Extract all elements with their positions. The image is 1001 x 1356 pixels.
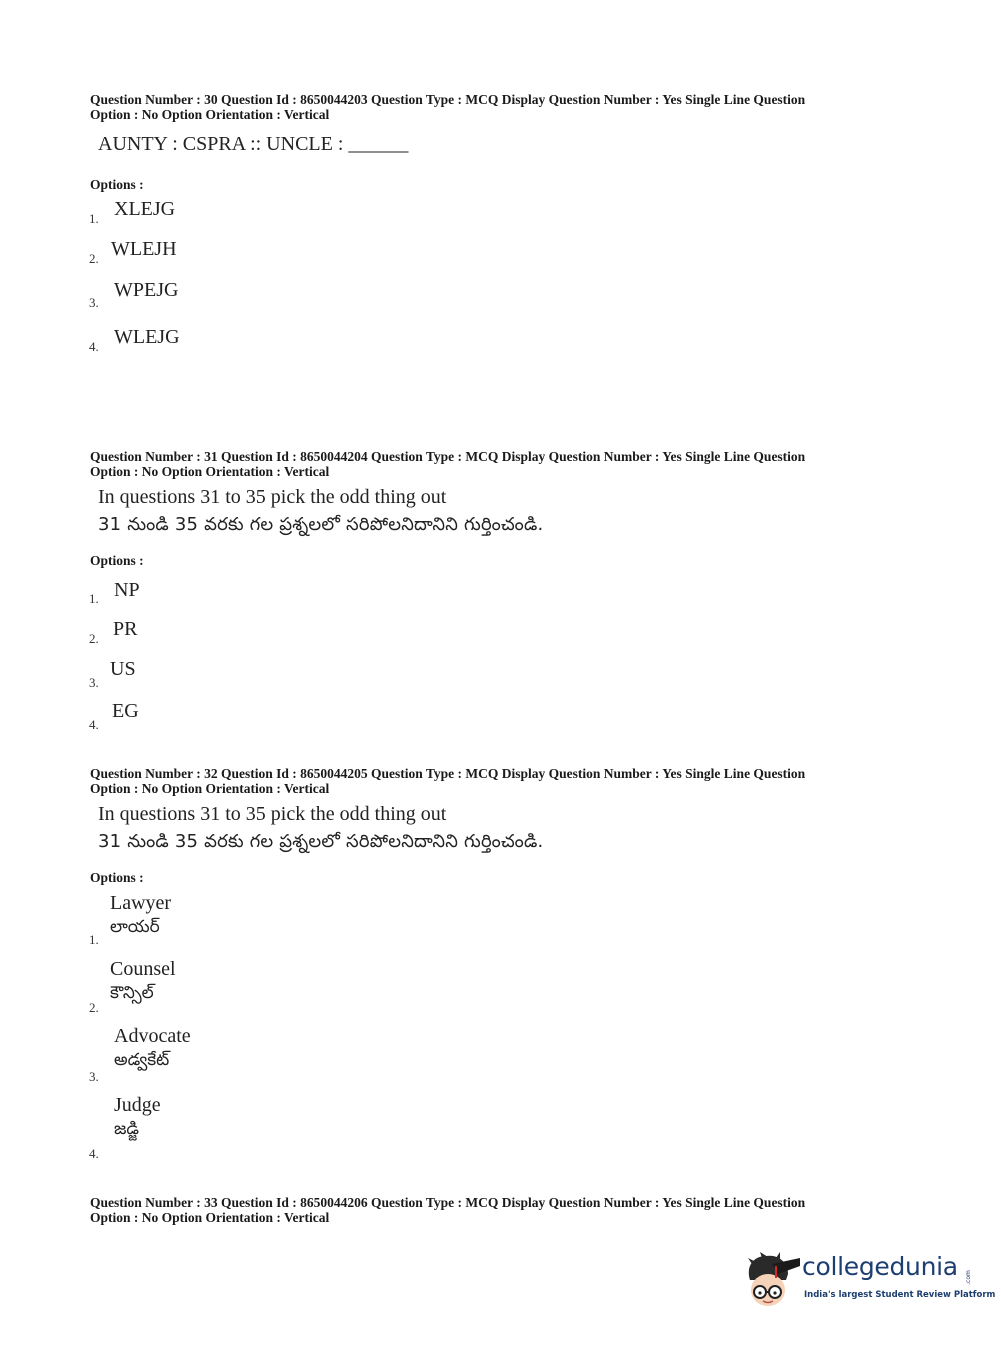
- option-text-english: Counsel: [110, 958, 176, 980]
- option-text: PR: [113, 618, 138, 640]
- option-number: 4.: [89, 717, 99, 732]
- question-33-meta: [90, 1195, 950, 1225]
- collegedunia-logo: [742, 1250, 996, 1314]
- option-text: [114, 1093, 161, 1141]
- option-number: 2.: [89, 251, 99, 266]
- option-text: EG: [112, 700, 139, 722]
- brand-name: collegedunia: [802, 1252, 958, 1281]
- question-meta-line: Option : No Option Orientation : Vertical: [90, 464, 330, 479]
- question-meta-line: Question Number : 31 Question Id : 8650044204 Question Type : MCQ Display Question Number : Yes Single Line Question: [90, 449, 806, 464]
- question-meta-line: Option : No Option Orientation : Vertical: [90, 1210, 330, 1225]
- brand-tagline: India's largest Student Review Platform: [804, 1290, 996, 1300]
- option-text: WLEJG: [114, 326, 180, 348]
- option-text: NP: [114, 579, 140, 601]
- mascot-icon: [742, 1250, 800, 1312]
- question-31-text: [98, 483, 543, 539]
- question-31-meta: [90, 449, 950, 479]
- option-text-english: Judge: [114, 1094, 161, 1116]
- question-32-meta: [90, 766, 950, 796]
- option-number: 2.: [89, 1000, 99, 1015]
- option-text: WPEJG: [114, 279, 179, 301]
- question-32-text: [98, 800, 543, 856]
- option-text-telugu: జడ్జి: [114, 1119, 140, 1139]
- question-meta-line: Question Number : 32 Question Id : 8650044205 Question Type : MCQ Display Question Number : Yes Single Line Question: [90, 766, 806, 781]
- question-32-options-label: Options :: [90, 870, 144, 885]
- question-meta-line: Option : No Option Orientation : Vertical: [90, 107, 330, 122]
- option-number: 3.: [89, 675, 99, 690]
- option-number: 1.: [89, 591, 99, 606]
- question-text-english: In questions 31 to 35 pick the odd thing out: [98, 803, 447, 825]
- question-text-telugu: 31 నుండి 35 వరకు గల ప్రశ్నలలో సరిపోలనిదానిని గుర్తించండి.: [98, 831, 544, 852]
- question-meta-line: Question Number : 33 Question Id : 8650044206 Question Type : MCQ Display Question Number : Yes Single Line Question: [90, 1195, 806, 1210]
- option-number: 1.: [89, 211, 99, 226]
- question-meta-line: Question Number : 30 Question Id : 8650044203 Question Type : MCQ Display Question Number : Yes Single Line Question: [90, 92, 806, 107]
- option-text-english: Advocate: [114, 1025, 191, 1047]
- question-31-options-label: Options :: [90, 553, 144, 568]
- option-number: 3.: [89, 295, 99, 310]
- option-number: 1.: [89, 932, 99, 947]
- question-30-options-label: Options :: [90, 177, 144, 192]
- question-30-meta: [90, 92, 950, 122]
- option-text: [110, 891, 171, 939]
- option-text: US: [110, 658, 136, 680]
- option-number: 3.: [89, 1069, 99, 1084]
- option-number: 2.: [89, 631, 99, 646]
- option-text-english: Lawyer: [110, 892, 172, 914]
- question-30-text: AUNTY : CSPRA :: UNCLE : ______: [98, 133, 409, 155]
- question-meta-line: Option : No Option Orientation : Vertical: [90, 781, 330, 796]
- option-number: 4.: [89, 339, 99, 354]
- option-text: [114, 1024, 191, 1072]
- option-text: [110, 957, 176, 1005]
- option-number: 4.: [89, 1146, 99, 1161]
- option-text-telugu: అడ్వకేట్: [114, 1050, 170, 1070]
- option-text: WLEJH: [111, 238, 177, 260]
- question-text-english: In questions 31 to 35 pick the odd thing out: [98, 486, 447, 508]
- question-text-telugu: 31 నుండి 35 వరకు గల ప్రశ్నలలో సరిపోలనిదానిని గుర్తించండి.: [98, 514, 544, 535]
- brand-domain: .com: [964, 1270, 972, 1285]
- option-text-telugu: లాయర్: [110, 917, 160, 937]
- option-text-telugu: కౌన్సిల్: [110, 983, 154, 1003]
- option-text: XLEJG: [114, 198, 176, 220]
